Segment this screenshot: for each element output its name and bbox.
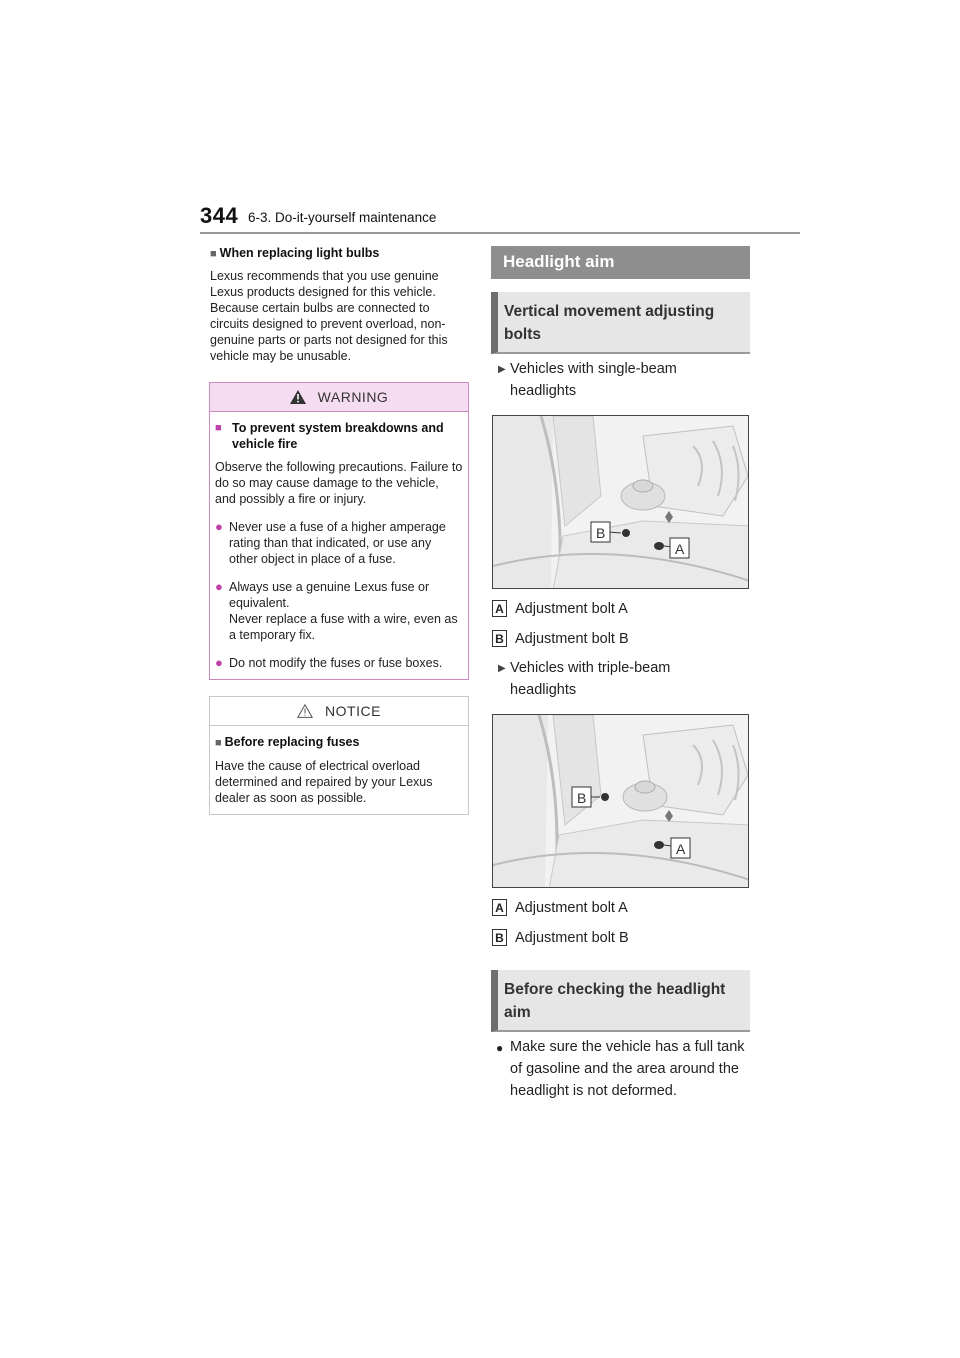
square-bullet-icon: ■ xyxy=(215,737,222,749)
notice-header xyxy=(210,697,468,726)
warning-body xyxy=(210,412,468,679)
warning-box xyxy=(209,382,469,680)
vertical-bolts-title: Vertical movement adjusting bolts xyxy=(491,292,750,354)
warning-triangle-icon xyxy=(290,390,306,404)
warning-title: WARNING xyxy=(317,389,389,405)
triple-bolt-a-row xyxy=(492,899,628,916)
bulbs-text: Lexus recommends that you use genuine Lexus products designed for this vehicle. Because certain bulbs are connected to circuits designed to prevent overload, non-genuine parts or parts not designed for this vehicle may be unusable. xyxy=(210,269,448,363)
before-checking-item: ● Make sure the vehicle has a full tank of gasoline and the area around the headlight is not deformed. xyxy=(496,1036,750,1102)
bulbs-section xyxy=(210,245,469,364)
single-bolt-a-row xyxy=(492,600,628,617)
adjustment-bolt-b-label: Adjustment bolt B xyxy=(515,630,629,647)
square-bullet-icon: ■ xyxy=(210,248,217,260)
notice-heading: ■ Before replacing fuses xyxy=(215,735,360,749)
section-title: 6-3. Do-it-yourself maintenance xyxy=(248,210,437,225)
svg-text:B: B xyxy=(596,525,606,541)
engine-bay-illustration xyxy=(493,715,749,888)
callout-a-badge: A xyxy=(492,600,507,617)
single-beam-item: ▶ Vehicles with single-beam headlights xyxy=(498,358,738,402)
bulbs-heading: ■ When replacing light bulbs xyxy=(210,246,380,260)
notice-box xyxy=(209,696,469,815)
square-bullet-icon: ■ xyxy=(215,422,222,434)
adjustment-bolt-a-label: Adjustment bolt A xyxy=(515,600,628,617)
warning-bullet-3: ● Do not modify the fuses or fuse boxes. xyxy=(215,655,443,670)
adjustment-bolt-a-label: Adjustment bolt A xyxy=(515,899,628,916)
callout-a-badge: A xyxy=(492,899,507,916)
svg-text:B: B xyxy=(577,790,587,806)
arrow-right-icon: ▶ xyxy=(498,663,506,674)
warning-intro: Observe the following precautions. Failure to do so may cause damage to the vehicle, and possibly a fire or injury. xyxy=(215,460,463,506)
triple-bolt-b-row xyxy=(492,929,629,946)
warning-header xyxy=(210,383,468,412)
warning-bullet-1: ● Never use a fuse of a higher amperage rating than that indicated, or use any other object in place of a fuse. xyxy=(215,519,446,566)
engine-bay-illustration xyxy=(493,416,749,589)
bullet-dot-icon: ● xyxy=(215,655,223,670)
notice-text: Have the cause of electrical overload determined and repaired by your Lexus dealer as soon as possible. xyxy=(215,759,433,805)
warning-bullet-2: ● Always use a genuine Lexus fuse or equivalent. Never replace a fuse with a wire, even as a temporary fix. xyxy=(215,579,458,642)
single-bolt-b-row xyxy=(492,630,629,647)
callout-b-badge: B xyxy=(492,929,507,946)
triple-beam-illustration xyxy=(492,714,749,888)
bullet-dot-icon: ● xyxy=(215,519,223,534)
bullet-dot-icon: ● xyxy=(496,1041,504,1055)
bullet-dot-icon: ● xyxy=(215,579,223,594)
arrow-right-icon: ▶ xyxy=(498,364,506,375)
adjustment-bolt-b-label: Adjustment bolt B xyxy=(515,929,629,946)
warning-heading: ■ To prevent system breakdowns and vehicle fire xyxy=(215,421,444,451)
triple-beam-item: ▶ Vehicles with triple-beam headlights xyxy=(498,657,738,701)
callout-b-badge: B xyxy=(492,630,507,647)
notice-body xyxy=(210,726,468,814)
headlight-aim-title: Headlight aim xyxy=(491,246,750,279)
notice-triangle-icon xyxy=(297,704,313,718)
header-rule xyxy=(200,232,800,234)
svg-text:A: A xyxy=(675,541,685,557)
single-beam-illustration xyxy=(492,415,749,589)
page-number: 344 xyxy=(200,203,239,228)
svg-text:A: A xyxy=(676,841,686,857)
before-checking-title: Before checking the headlight aim xyxy=(491,970,750,1032)
notice-title: NOTICE xyxy=(325,703,381,719)
